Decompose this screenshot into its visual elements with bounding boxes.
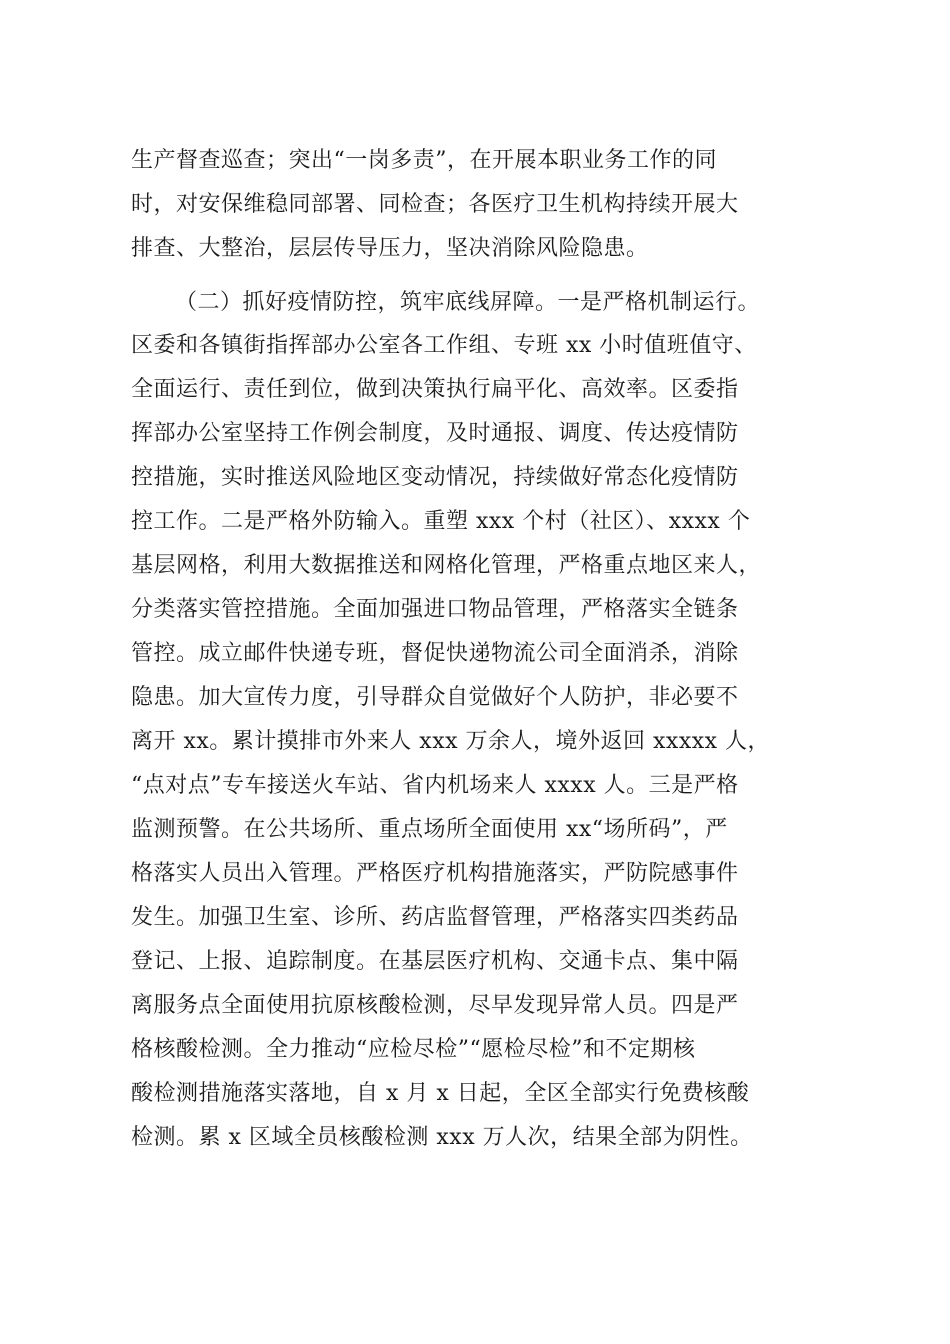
text-line: 生产督查巡查；突出“一岗多责”，在开展本职业务工作的同 bbox=[131, 148, 717, 173]
text-line: 酸检测措施落实落地，自 x 月 x 日起，全区全部实行免费核酸 bbox=[131, 1081, 750, 1106]
text-line: 监测预警。在公共场所、重点场所全面使用 xx“场所码”，严 bbox=[131, 817, 728, 842]
text-line: 格落实人员出入管理。严格医疗机构措施落实，严防院感事件 bbox=[131, 861, 739, 886]
text-line: 基层网格，利用大数据推送和网格化管理，严格重点地区来人， bbox=[131, 553, 762, 578]
text-line: 检测。累 x 区域全员核酸检测 xxx 万人次，结果全部为阴性。 bbox=[131, 1125, 753, 1150]
text-line: 离开 xx。累计摸排市外来人 xxx 万余人，境外返回 xxxxx 人， bbox=[131, 729, 771, 754]
text-line: 挥部办公室坚持工作例会制度，及时通报、调度、传达疫情防 bbox=[131, 421, 739, 446]
text-line: 分类落实管控措施。全面加强进口物品管理，严格落实全链条 bbox=[131, 597, 739, 622]
text-line: 控措施，实时推送风险地区变动情况，持续做好常态化疫情防 bbox=[131, 465, 739, 490]
text-line: 离服务点全面使用抗原核酸检测，尽早发现异常人员。四是严 bbox=[131, 993, 739, 1018]
text-line: 登记、上报、追踪制度。在基层医疗机构、交通卡点、集中隔 bbox=[131, 949, 739, 974]
text-line: 区委和各镇街指挥部办公室各工作组、专班 xx 小时值班值守、 bbox=[131, 333, 757, 358]
text-line: 格核酸检测。全力推动“应检尽检”“愿检尽检”和不定期核 bbox=[131, 1037, 696, 1062]
text-line: 隐患。加大宣传力度，引导群众自觉做好个人防护，非必要不 bbox=[131, 685, 739, 710]
text-line: 时，对安保维稳同部署、同检查；各医疗卫生机构持续开展大 bbox=[131, 192, 739, 217]
text-line: 排查、大整治，层层传导压力，坚决消除风险隐患。 bbox=[131, 236, 649, 261]
section-heading-line: （二）抓好疫情防控，筑牢底线屏障。一是严格机制运行。 bbox=[175, 290, 761, 315]
text-line: 全面运行、责任到位，做到决策执行扁平化、高效率。区委指 bbox=[131, 377, 739, 402]
text-line: 管控。成立邮件快递专班，督促快递物流公司全面消杀，消除 bbox=[131, 641, 739, 666]
text-line: “点对点”专车接送火车站、省内机场来人 xxxx 人。三是严格 bbox=[131, 773, 739, 798]
text-line: 控工作。二是严格外防输入。重塑 xxx 个村（社区）、xxxx 个 bbox=[131, 509, 751, 534]
text-line: 发生。加强卫生室、诊所、药店监督管理，严格落实四类药品 bbox=[131, 905, 739, 930]
